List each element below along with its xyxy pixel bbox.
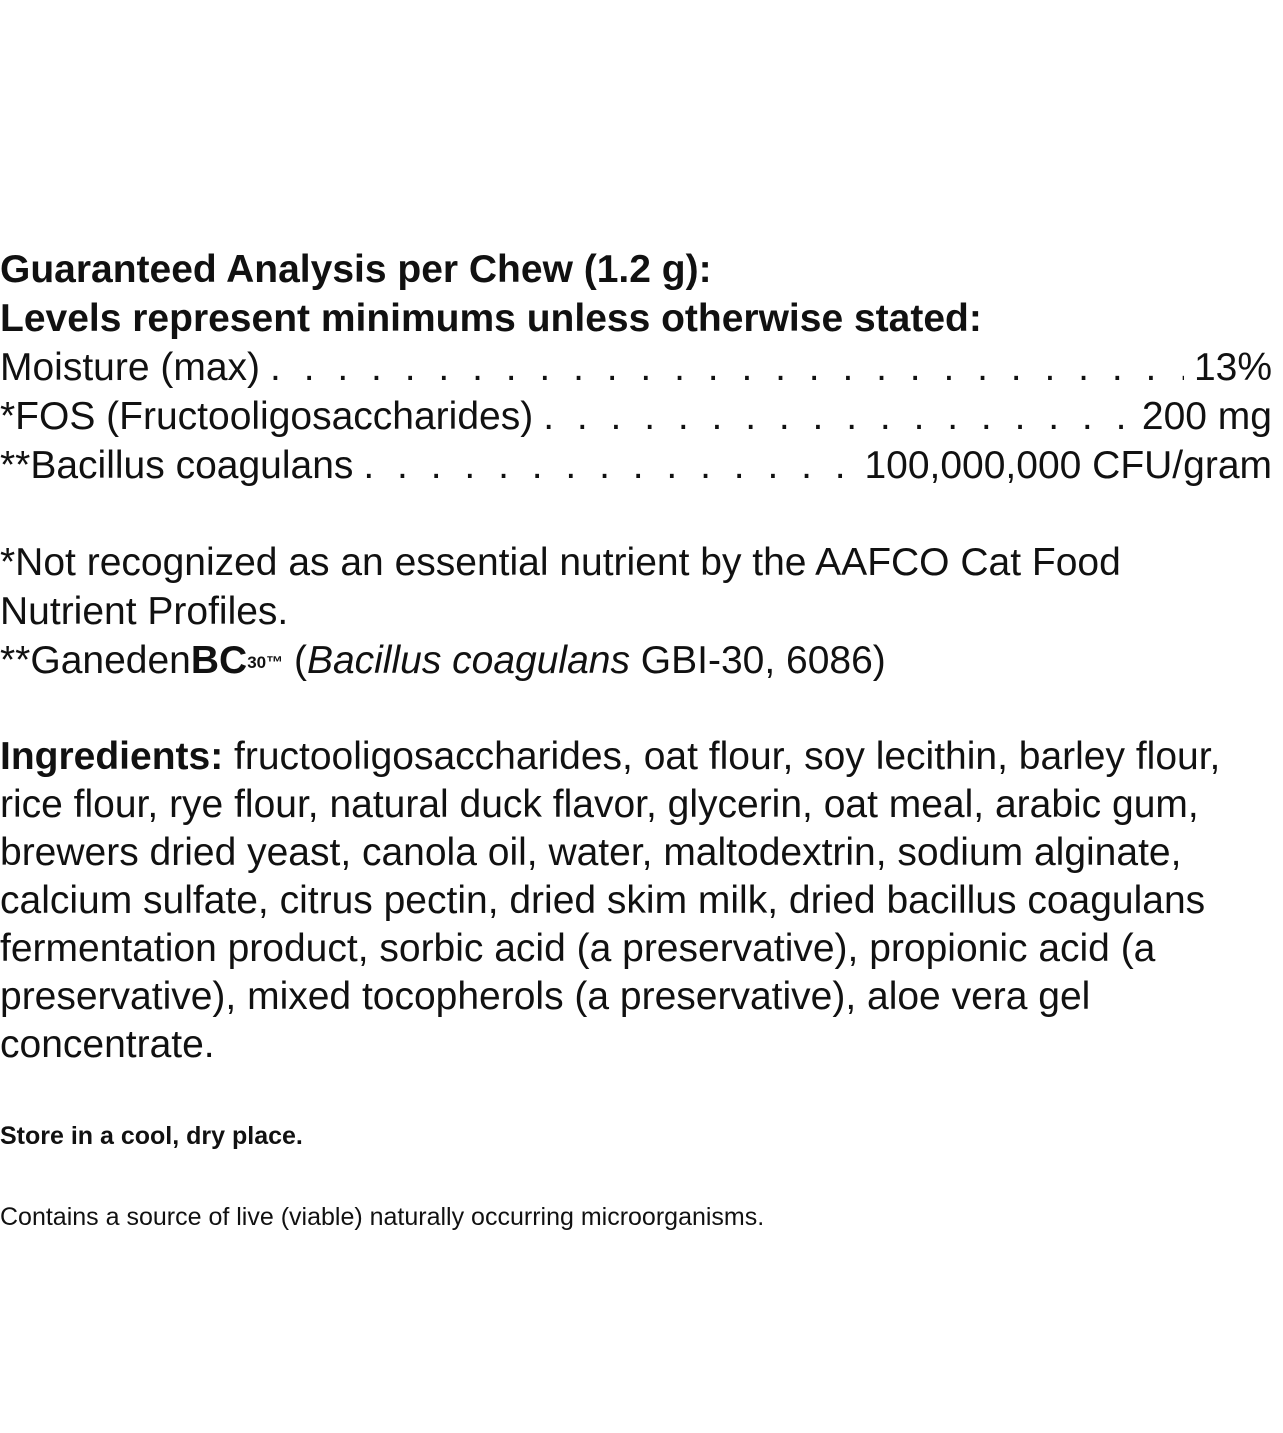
dot-leader	[363, 441, 854, 490]
footnote-aafco-line1: *Not recognized as an essential nutrient by the AAFCO Cat Food	[0, 541, 1121, 584]
ingredients-text: fructooligosaccharides, oat flour, soy lecithin, barley flour, rice flour, rye flour, natural duck flavor, glycerin, oat meal, arabic gum, brewers dried yeast, canola oil, water, maltodextrin, sodium alginate, calcium sulfate, citrus pectin, dried skim milk, dried bacillus coagulans fermentation product, sorbic acid (a preservative), propionic acid (a preservative), mixed tocopherols (a preservative), aloe vera gel concentrate.	[0, 735, 1221, 1066]
nutrition-label	[0, 245, 1283, 1069]
analysis-row-value: 100,000,000 CFU/gram	[864, 444, 1272, 487]
footnote-ganeden-open: (	[283, 639, 307, 682]
analysis-row-name: **Bacillus coagulans	[0, 444, 354, 487]
trademark-superscript: 30™	[247, 653, 284, 672]
analysis-row-name: Moisture (max)	[0, 346, 261, 389]
analysis-subheading: Levels represent minimums unless otherwise stated:	[0, 297, 982, 340]
analysis-row-moisture	[0, 343, 1272, 392]
dot-leader	[270, 343, 1184, 392]
live-cultures-statement: Contains a source of live (viable) naturally occurring microorganisms.	[0, 1203, 765, 1231]
analysis-row-value: 13%	[1193, 346, 1272, 389]
footnote-ganeden-species: Bacillus coagulans	[306, 639, 630, 682]
ingredients-label: Ingredients:	[0, 735, 224, 778]
footnote-ganeden-brand: BC	[190, 639, 248, 682]
analysis-row-bacillus	[0, 441, 1272, 490]
storage-instruction: Store in a cool, dry place.	[0, 1122, 303, 1150]
dot-leader	[543, 392, 1132, 441]
analysis-heading: Guaranteed Analysis per Chew (1.2 g):	[0, 248, 712, 291]
footnote-ganeden-strain: GBI-30, 6086)	[629, 639, 886, 682]
footnote-ganeden-prefix: **Ganeden	[0, 639, 191, 682]
ingredients-paragraph	[0, 733, 1270, 1069]
footnote-aafco-line2: Nutrient Profiles.	[0, 590, 289, 633]
analysis-row-fos	[0, 392, 1272, 441]
footnote-ganeden	[0, 636, 1283, 685]
analysis-row-name: *FOS (Fructooligosaccharides)	[0, 395, 534, 438]
analysis-row-value: 200 mg	[1141, 395, 1272, 438]
